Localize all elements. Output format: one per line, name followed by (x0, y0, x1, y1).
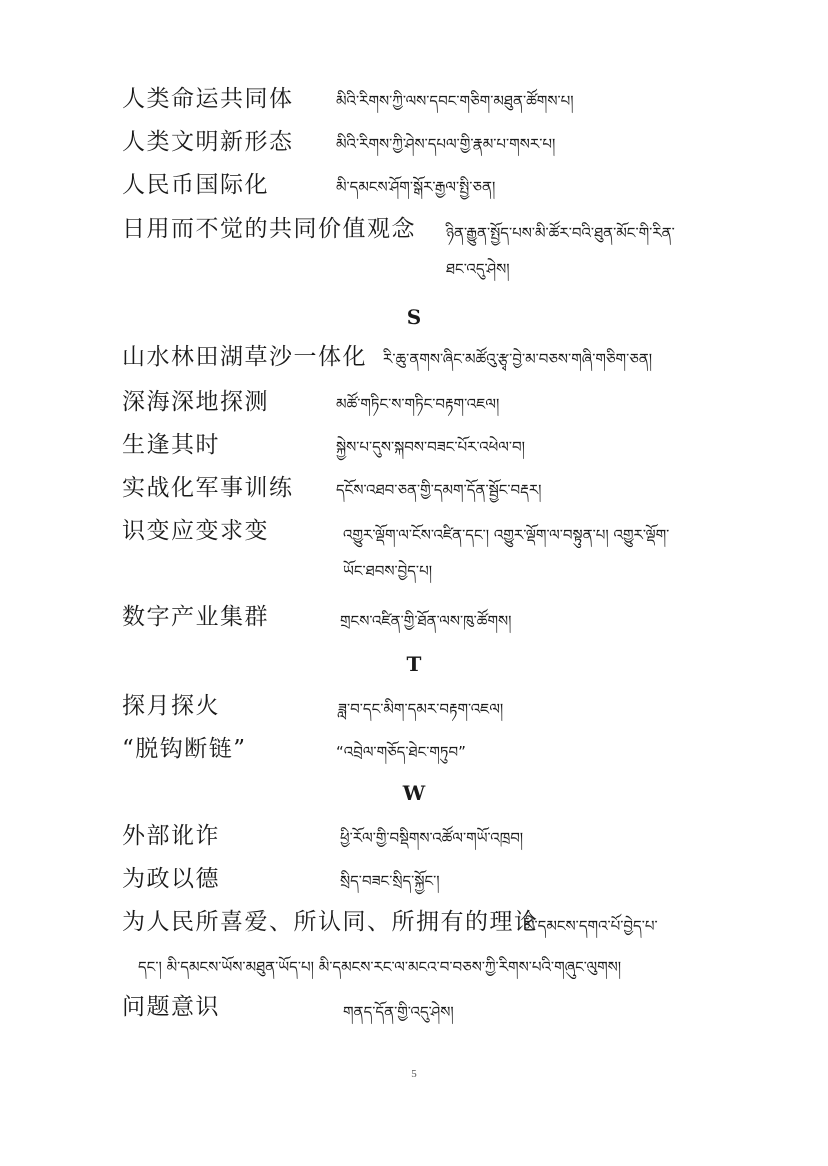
page-number: 5 (411, 1068, 417, 1080)
entry-bo-continued: ཡོང་ཐབས་བྱེད་པ། (343, 562, 433, 580)
section-letter-w: W (402, 781, 426, 805)
entry-zh: 人民币国际化 (122, 172, 269, 198)
entry-bo: མིའི་རིགས་ཀྱི་ཤེས་དཔལ་གྱི་རྣམ་པ་གསར་པ། (336, 135, 556, 153)
entry-bo: མཚོ་གཏིང་ས་གཏིང་བརྟག་འཇལ། (336, 395, 500, 413)
entry-bo: “འབྲེལ་གཅོད་ཐེང་གཏུབ” (336, 743, 466, 761)
entry-bo: མིའི་རིགས་ཀྱི་ལས་དབང་གཅིག་མཐུན་ཚོགས་པ། (336, 92, 574, 110)
entry-zh: 识变应变求变 (122, 518, 269, 544)
entry-bo: མི་དམངས་དགའ་པོ་བྱེད་པ་ (524, 917, 658, 935)
entry-zh: 深海深地探测 (122, 389, 269, 415)
entry-bo-continued: ཐང་འདུ་ཤེས། (446, 260, 510, 278)
entry-zh: 为政以德 (122, 866, 220, 892)
entry-zh: 生逢其时 (122, 432, 220, 458)
entry-bo: འགྱུར་ལྡོག་ལ་ངོས་འཛིན་དང་། འགྱུར་ལྡོག་ལ་བསྟུན་པ། འགྱུར་ལྡོག་ (343, 526, 670, 544)
section-letter-t: T (406, 652, 422, 676)
entry-zh: 探月探火 (122, 693, 220, 719)
entry-zh: 人类命运共同体 (122, 86, 294, 112)
entry-zh: 山水林田湖草沙一体化 (122, 344, 367, 370)
entry-bo: རི་ཆུ་ནགས་ཞིང་མཚོའུ་རྩྭ་བྱེ་མ་བཅས་གཞི་གཅིག་ཅན། (383, 350, 653, 368)
entry-zh: “脱钩断链” (122, 736, 247, 762)
entry-bo: དངོས་འཐབ་ཅན་གྱི་དམག་དོན་སྦྱོང་བརྡར། (336, 481, 542, 499)
entry-zh: 为人民所喜爱、所认同、所拥有的理论 (122, 909, 539, 935)
entry-bo: ཟླ་བ་དང་མིག་དམར་བརྟག་འཇལ། (338, 700, 504, 718)
section-letter-s: S (406, 305, 422, 329)
entry-bo: སྲིད་བཟང་སྲིད་སྐྱོང་། (340, 872, 440, 890)
entry-bo: ཕྱི་རོལ་གྱི་བསྡིགས་འཚོལ་གཡོ་འཁྲབ། (340, 829, 524, 847)
entry-zh: 人类文明新形态 (122, 129, 294, 155)
entry-zh: 实战化军事训练 (122, 475, 294, 501)
entry-bo: མི་དམངས་ཤོག་སྒོར་རྒྱལ་སྤྱི་ཅན། (336, 178, 496, 196)
entry-bo-continued: དང་། མི་དམངས་ཡོས་མཐུན་ཡོད་པ། མི་དམངས་རང་ལ་མངའ་བ་བཅས་ཀྱི་རིགས་པའི་གཞུང་ལུགས། (138, 958, 622, 976)
entry-bo: སྐྱེས་པ་དུས་སྐབས་བཟང་པོར་འཕེལ་བ། (336, 438, 525, 456)
entry-zh: 日用而不觉的共同价值观念 (122, 216, 416, 242)
entry-bo: གྲངས་འཛིན་གྱི་ཐོན་ལས་ཁུ་ཚོགས། (340, 612, 512, 630)
entry-zh: 数字产业集群 (122, 604, 269, 630)
entry-bo: ཉིན་རྒྱུན་སྤྱོད་པས་མི་ཚོར་བའི་ཐུན་མོང་གི་རིན་ (446, 224, 675, 242)
entry-zh: 问题意识 (122, 994, 220, 1020)
entry-zh: 外部讹诈 (122, 823, 220, 849)
entry-bo: གནད་དོན་གྱི་འདུ་ཤེས། (343, 1003, 454, 1021)
